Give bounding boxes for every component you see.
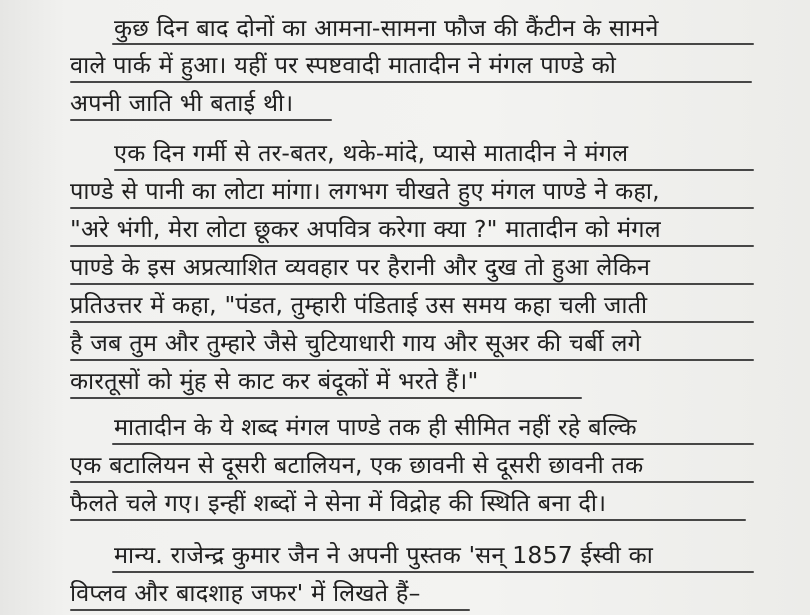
text-line: अपनी जाति भी बताई थी। [70,89,294,117]
pen-underline [70,245,754,247]
text-line: कारतूसों को मुंह से काट कर बंदूकों में भरते हैं।" [70,367,479,395]
text-line: विप्लव और बादशाह जफर' में लिखते हैं– [70,579,421,607]
text-line: मातादीन के ये शब्द मंगल पाण्डे तक ही सीमित नहीं रहे बल्कि [114,413,637,441]
pen-underline [112,443,754,445]
text-line: वाले पार्क में हुआ। यहीं पर स्पष्टवादी मातादीन ने मंगल पाण्डे को [70,51,617,79]
pen-underline [114,169,754,171]
text-line: एक बटालियन से दूसरी बटालियन, एक छावनी से दूसरी छावनी तक [70,451,644,479]
pen-underline [70,481,754,483]
text-line: "अरे भंगी, मेरा लोटा छूकर अपवित्र करेगा क्या ?" मातादीन को मंगल [70,215,661,243]
text-line: प्रतिउत्तर में कहा, "पंडत, तुम्हारी पंडिताई उस समय कहा चली जाती [70,291,648,319]
pen-underline [70,609,470,611]
text-line: पाण्डे से पानी का लोटा मांगा। लगभग चीखते हुए मंगल पाण्डे ने कहा, [70,177,660,205]
pen-underline [70,119,332,121]
pen-underline [112,571,754,573]
pen-underline [70,397,582,399]
pen-underline [70,359,754,361]
text-line: है जब तुम और तुम्हारे जैसे चुटियाधारी गाय और सूअर की चर्बी लगे [70,329,642,357]
pen-underline [70,207,754,209]
text-line: फैलते चले गए। इन्हीं शब्दों ने सेना में विद्रोह की स्थिति बना दी। [70,489,607,517]
pen-underline [70,519,746,521]
text-line: मान्य. राजेन्द्र कुमार जैन ने अपनी पुस्तक 'सन् 1857 ईस्वी का [114,541,653,569]
pen-underline [70,283,754,285]
pen-underline [112,43,754,45]
text-line: कुछ दिन बाद दोनों का आमना-सामना फौज की कैंटीन के सामने [114,14,659,42]
text-line: एक दिन गर्मी से तर-बतर, थके-मांदे, प्यासे मातादीन ने मंगल [114,139,629,167]
text-line: पाण्डे के इस अप्रत्याशित व्यवहार पर हैरानी और दुख तो हुआ लेकिन [70,253,651,281]
pen-underline [70,321,754,323]
pen-underline [70,81,752,83]
